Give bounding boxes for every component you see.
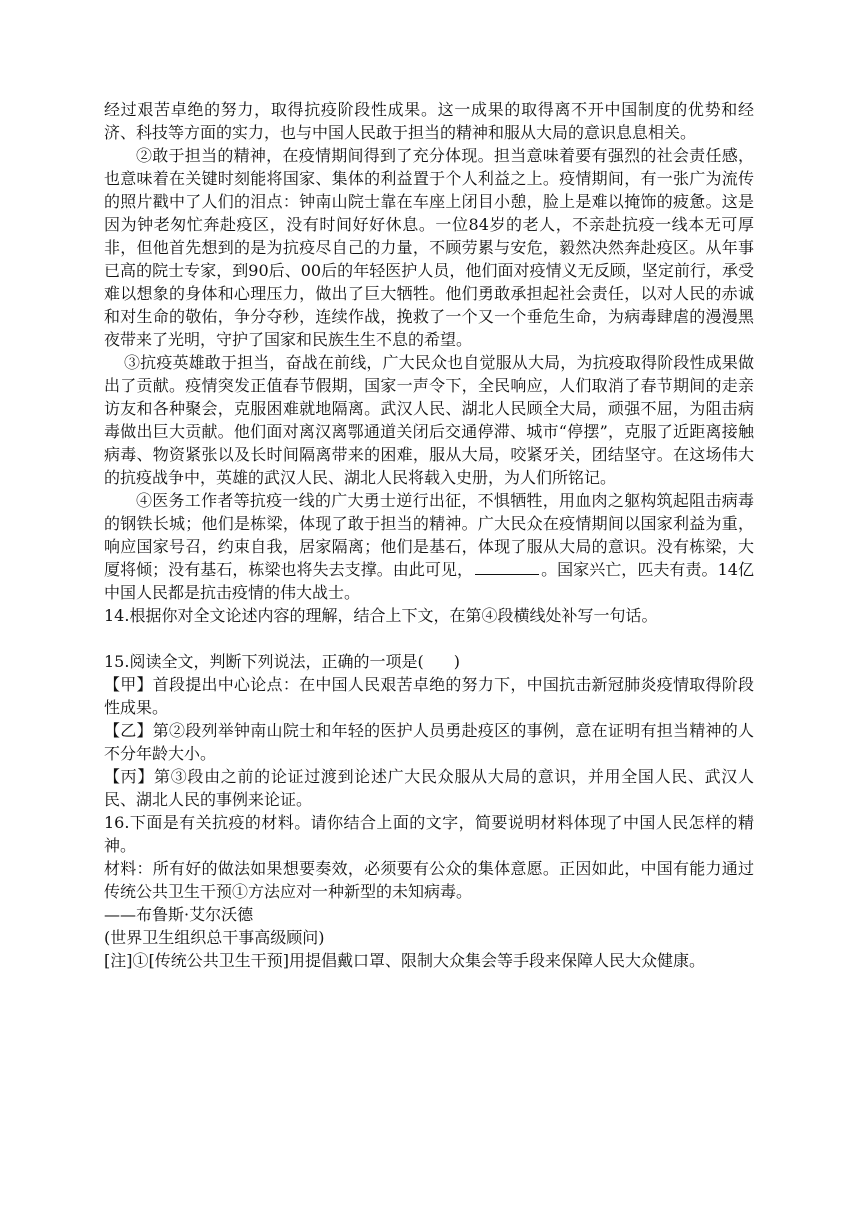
document-body: [104, 98, 754, 972]
paragraph-4-text-a: ④医务工作者等抗疫一线的广大勇士逆行出征，不惧牺牲，用血肉之躯构筑起阻击病毒的钢铁长城；他们是栋梁，体现了敢于担当的精神。广大民众在疫情期间以国家利益为重，响应国家号召，约束自我，居家隔离；他们是基石，体现了服从大局的意识。没有栋梁，大厦将倾；没有基石，栋梁也将失去支撑。由此可见，: [104, 491, 754, 579]
paragraph-4-text-b: 。国家兴亡，匹夫有责。14亿中国人民都是抗击疫情的伟大战士。: [104, 560, 754, 602]
material-text: 材料：所有好的做法如果想要奏效，必须要有公众的集体意愿。正因如此，中国有能力通过传统公共卫生干预①方法应对一种新型的未知病毒。: [104, 859, 754, 901]
question-15-text: 15.阅读全文，判断下列说法，正确的一项是(: [104, 652, 424, 671]
footnote: [注]①[传统公共卫生干预]用提倡戴口罩、限制大众集会等手段来保障人民大众健康。: [104, 951, 705, 970]
material-author-title: (世界卫生组织总干事高级顾问): [104, 928, 325, 947]
material-author: ——布鲁斯·艾尔沃德: [104, 905, 254, 924]
paragraph-3: ③抗疫英雄敢于担当，奋战在前线，广大民众也自觉服从大局，为抗疫取得阶段性成果做出了贡献。疫情突发正值春节假期，国家一声令下，全民响应，人们取消了春节期间的走亲访友和各种聚会，克服困难就地隔离。武汉人民、湖北人民顾全大局，顽强不屈，为阻击病毒做出巨大贡献。他们面对离汉离鄂通道关闭后交通停滞、城市“停摆”，克服了近距离接触病毒、物资紧张以及长时间隔离带来的困难，服从大局，咬紧牙关，团结坚守。在这场伟大的抗疫战争中，英雄的武汉人民、湖北人民将载入史册，为人们所铭记。: [104, 353, 754, 487]
paragraph-2: ②敢于担当的精神，在疫情期间得到了充分体现。担当意味着要有强烈的社会责任感，也意味着在关键时刻能将国家、集体的利益置于个人利益之上。疫情期间，有一张广为流传的照片戳中了人们的泪点：钟南山院士靠在车座上闭目小憩，脸上是难以掩饰的疲惫。这是因为钟老匆忙奔赴疫区，没有时间好好休息。一位84岁的老人，不亲赴抗疫一线本无可厚非，但他首先想到的是为抗疫尽自己的力量，不顾劳累与安危，毅然决然奔赴疫区。从年事已高的院士专家，到90后、00后的年轻医护人员，他们面对疫情义无反顾，坚定前行，承受难以想象的身体和心理压力，做出了巨大牺牲。他们勇敢承担起社会责任，以对人民的赤诚和对生命的敬佑，争分夺秒，连续作战，挽救了一个又一个垂危生命，为病毒肆虐的漫漫黑夜带来了光明，守护了国家和民族生生不息的希望。: [104, 146, 754, 349]
fill-in-blank[interactable]: [475, 559, 539, 575]
answer-space: [104, 627, 754, 650]
question-15-stem: [104, 650, 754, 673]
question-14: 14.根据你对全文论述内容的理解，结合上下文，在第④段横线处补写一句话。: [104, 606, 658, 625]
question-15-close-paren: ): [453, 652, 460, 671]
option-jia: 【甲】首段提出中心论点：在中国人民艰苦卓绝的努力下，中国抗击新冠肺炎疫情取得阶段性成果。: [104, 675, 754, 717]
question-16: 16.下面是有关抗疫的材料。请你结合上面的文字，简要说明材料体现了中国人民怎样的精神。: [104, 813, 754, 855]
paragraph-4: [104, 489, 754, 604]
option-yi: 【乙】第②段列举钟南山院士和年轻的医护人员勇赴疫区的事例，意在证明有担当精神的人不分年龄大小。: [104, 721, 754, 763]
paragraph-1-continued: 经过艰苦卓绝的努力，取得抗疫阶段性成果。这一成果的取得离不开中国制度的优势和经济、科技等方面的实力，也与中国人民敢于担当的精神和服从大局的意识息息相关。: [104, 100, 754, 142]
option-bing: 【丙】第③段由之前的论证过渡到论述广大民众服从大局的意识，并用全国人民、武汉人民、湖北人民的事例来论证。: [104, 767, 754, 809]
